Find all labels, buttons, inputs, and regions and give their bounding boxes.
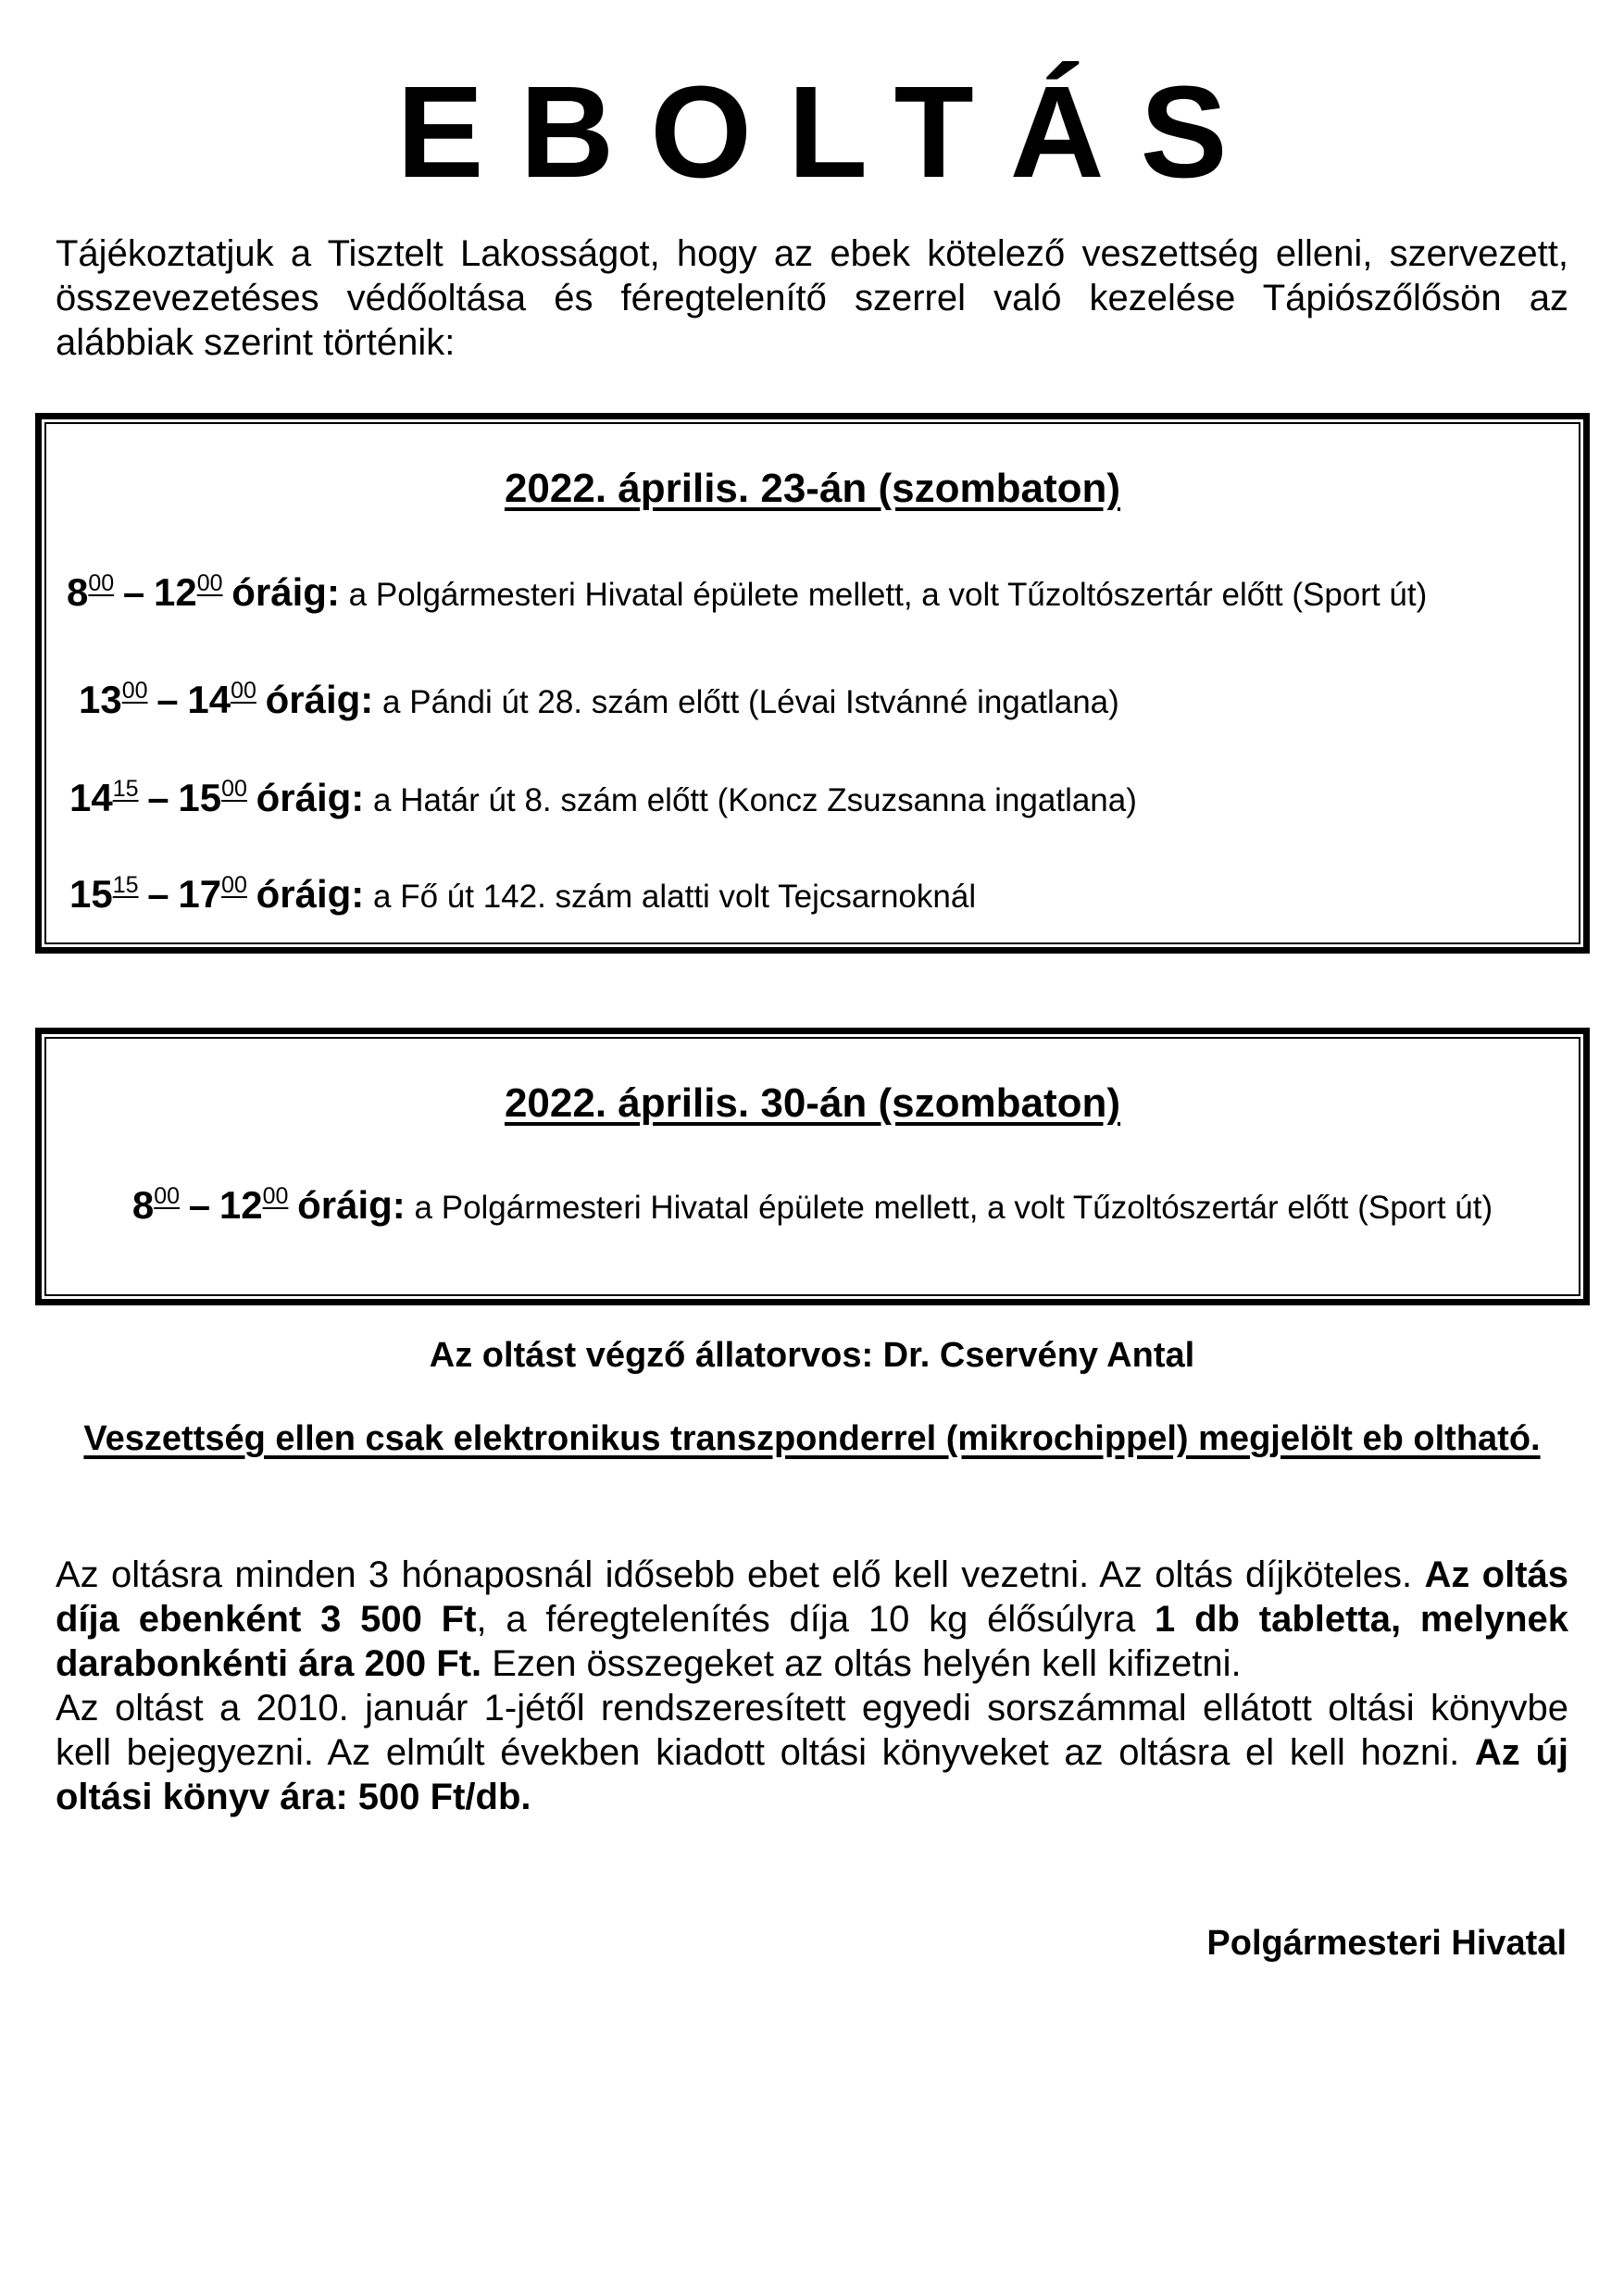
end-hour: 14: [187, 678, 231, 721]
location-text: a Fő út 142. szám alatti volt Tejcsarnoknál: [373, 879, 977, 915]
start-hour: 15: [69, 872, 113, 916]
schedule-box-april-23: [35, 413, 1590, 954]
schedule-entry: [79, 677, 1119, 729]
until-label: óráig:: [256, 872, 365, 916]
start-minute: 00: [121, 678, 148, 704]
details-text: , a féregtelenítés díja 10 kg élősúlyra: [476, 1599, 1156, 1640]
time-dash: –: [156, 678, 179, 721]
location-text: a Polgármesteri Hivatal épülete mellett, a volt Tűzoltószertár előtt (Sport út): [414, 1190, 1493, 1226]
end-minute: 00: [196, 570, 223, 596]
vaccination-fee: Az oltás díja ebenként 3 500 Ft: [56, 1554, 1568, 1640]
start-minute: 00: [88, 570, 115, 596]
end-hour: 12: [219, 1183, 263, 1227]
schedule-date-heading: 2022. április. 23-án (szombaton): [504, 466, 1121, 511]
schedule-box-april-30: [35, 1028, 1590, 1305]
end-hour: 17: [178, 872, 222, 916]
page-title: EBOLTÁS: [396, 58, 1264, 205]
microchip-warning: Veszettség ellen csak elektronikus transzponderrel (mikrochippel) megjelölt eb oltható.: [83, 1419, 1541, 1458]
tablet-price: 1 db tabletta, melynek darabonkénti ára 200 Ft.: [56, 1599, 1568, 1684]
details-text: Az oltást a 2010. január 1-jétől rendszeresített egyedi sorszámmal ellátott oltási könyvbe kell bejegyezni. Az elmúlt években kiadott oltási könyveket az oltásra el kell hozni.: [56, 1688, 1568, 1773]
time-dash: –: [188, 1183, 211, 1227]
details-text: Az oltásra minden 3 hónaposnál idősebb ebet elő kell vezetni. Az oltás díjköteles.: [56, 1554, 1425, 1595]
start-hour: 8: [131, 1183, 155, 1227]
start-hour: 8: [67, 570, 89, 614]
until-label: óráig:: [297, 1183, 406, 1227]
details-paragraph: [56, 1553, 1568, 1819]
start-minute: 15: [112, 872, 139, 898]
location-text: a Pándi út 28. szám előtt (Lévai Istvánné ingatlana): [382, 684, 1119, 720]
end-minute: 00: [221, 776, 247, 802]
end-minute: 00: [231, 678, 256, 704]
until-label: óráig:: [265, 678, 374, 721]
signature: Polgármesteri Hivatal: [1206, 1924, 1567, 1963]
start-minute: 15: [112, 776, 139, 802]
end-hour: 15: [178, 776, 222, 819]
until-label: óráig:: [231, 570, 340, 614]
details-text: Ezen összegeket az oltás helyén kell kifizetni.: [481, 1643, 1242, 1684]
end-hour: 12: [154, 570, 197, 614]
schedule-date-heading: 2022. április. 30-án (szombaton): [504, 1080, 1121, 1126]
intro-paragraph: Tájékoztatjuk a Tisztelt Lakosságot, hogy az ebek kötelező veszettség elleni, szervezett, összevezetéses védőoltása és féregtelenítő szerrel való kezelése Tápiószőlősön az alábbiak szerint történik:: [56, 233, 1568, 363]
location-text: a Határ út 8. szám előtt (Koncz Zsuzsanna ingatlana): [373, 782, 1137, 818]
start-minute: 00: [154, 1183, 181, 1209]
until-label: óráig:: [256, 776, 365, 819]
start-hour: 14: [69, 776, 113, 819]
booklet-price: Az új oltási könyv ára: 500 Ft/db.: [56, 1732, 1569, 1817]
time-dash: –: [122, 570, 145, 614]
end-minute: 00: [262, 1183, 289, 1209]
time-dash: –: [147, 872, 169, 916]
schedule-entry: [69, 871, 976, 923]
end-minute: 00: [221, 872, 247, 898]
schedule-entry: [69, 775, 1137, 827]
time-dash: –: [147, 776, 169, 819]
location-text: a Polgármesteri Hivatal épülete mellett, a volt Tűzoltószertár előtt (Sport út): [348, 577, 1428, 613]
schedule-entry: [67, 568, 1567, 623]
veterinarian-line: Az oltást végző állatorvos: Dr. Cservény Antal: [429, 1336, 1195, 1375]
schedule-entry: [42, 1182, 1583, 1234]
box-inner-border: [44, 1037, 1580, 1296]
start-hour: 13: [79, 678, 122, 721]
